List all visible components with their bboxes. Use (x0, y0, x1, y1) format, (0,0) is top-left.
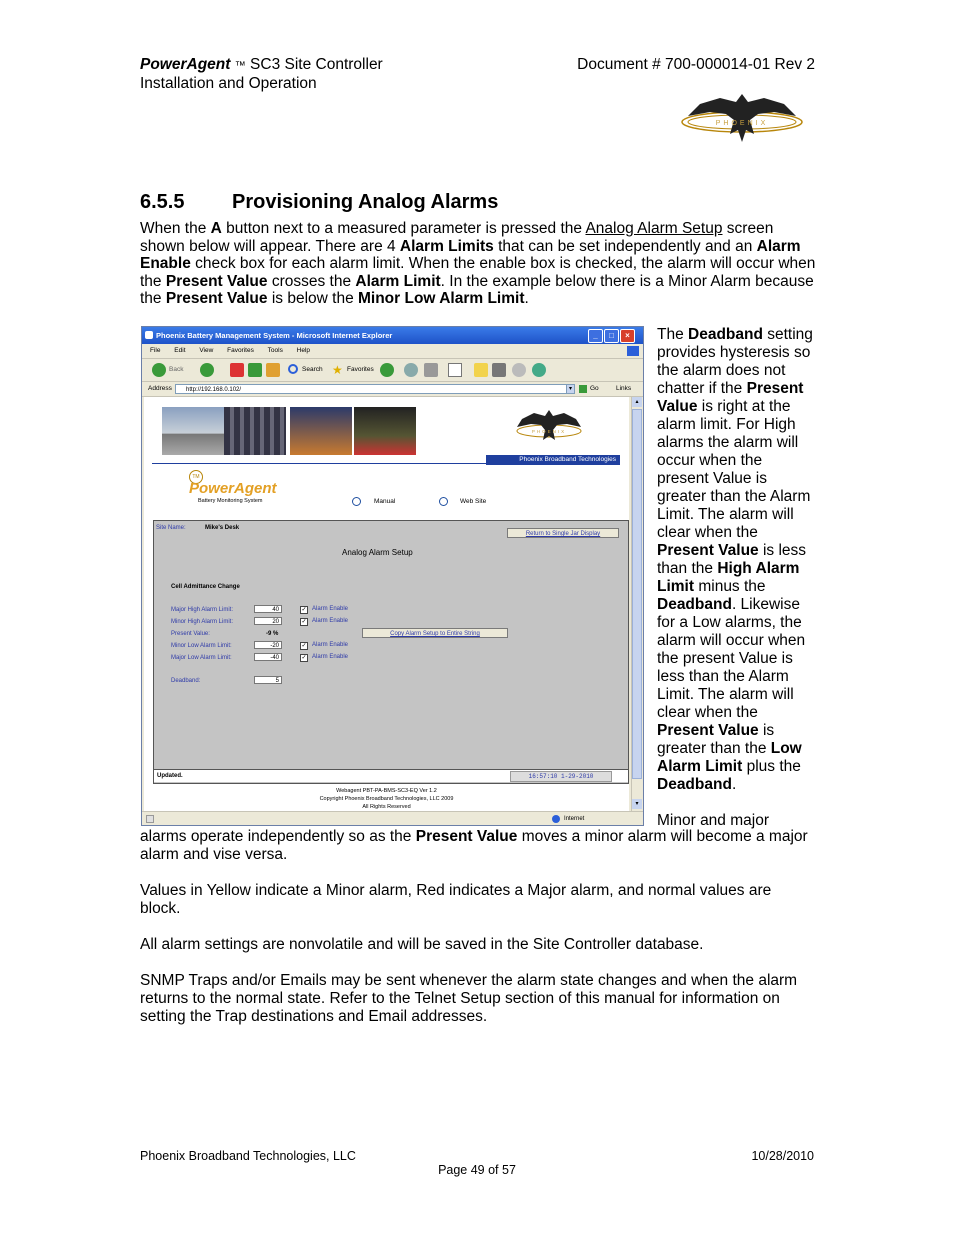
browser-statusbar (142, 811, 643, 826)
browser-page (144, 397, 629, 811)
globe-icon (552, 815, 560, 823)
timestamp: 16:57:10 1-29-2010 (510, 771, 612, 782)
product-rest: SC3 Site Controller (245, 56, 383, 73)
scroll-up-icon[interactable]: ▴ (632, 397, 642, 407)
document-number: Document # 700-000014-01 Rev 2 (577, 56, 815, 73)
tm-badge: TM (189, 470, 203, 484)
site-name-label: Site Name: (156, 525, 186, 531)
section-number: 6.5.5 (140, 191, 185, 213)
deadband-explanation: The Deadband setting provides hysteresis so the alarm does not chatter if the Present Value is right at the alarm limit. For High alarms the alarm will occur when the present Value is greater than the Alarm Limit. The alarm will clear when the Present Value is less than the High Alarm Limit minus the Deadband. Likewise for a Low alarms, the alarm will occur when the present Value is less than the Alarm Limit. The alarm will clear when the Present Value is greater than the Low Alarm Limit plus the Deadband. Minor and major (657, 326, 813, 829)
links-label[interactable]: Links (616, 385, 632, 392)
stop-icon[interactable] (230, 363, 244, 377)
brand-bar: Phoenix Broadband Technologies (486, 455, 620, 465)
section-heading (140, 190, 498, 214)
page-status-icon (146, 815, 154, 823)
phoenix-logo (680, 90, 804, 144)
minor-low-limit-label: Minor Low Alarm Limit: (171, 643, 232, 649)
major-high-limit-input[interactable]: 40 (254, 605, 282, 613)
edit-icon[interactable] (448, 363, 462, 377)
zone-label: Internet (564, 816, 585, 822)
maximize-icon[interactable]: □ (604, 329, 619, 343)
present-value: -9 % (266, 631, 279, 637)
minor-low-enable-checkbox[interactable]: ✓ (301, 643, 307, 649)
mail-icon[interactable] (404, 363, 418, 377)
status-strip (154, 769, 628, 782)
go-arrow-icon[interactable] (579, 385, 587, 393)
search-icon[interactable] (288, 364, 298, 374)
windows-flag-icon (627, 346, 639, 356)
menu-tools[interactable]: Tools (267, 347, 283, 354)
trademark: ™ (234, 60, 246, 72)
major-high-limit-label: Major High Alarm Limit: (171, 607, 234, 613)
present-value-label: Present Value: (171, 631, 210, 637)
major-low-limit-input[interactable]: -40 (254, 653, 282, 661)
copyright-line: Copyright Phoenix Broadband Technologies, LLC 2009 (319, 796, 454, 802)
menu-edit[interactable]: Edit (174, 347, 186, 354)
close-icon[interactable]: × (620, 329, 635, 343)
phoenix-banner-logo (514, 407, 584, 447)
footer-company: Phoenix Broadband Technologies, LLC (140, 1149, 356, 1163)
home-icon[interactable] (266, 363, 280, 377)
nonvolatile-paragraph: All alarm settings are nonvolatile and will be saved in the Site Controller database. (140, 936, 704, 953)
refresh-icon[interactable] (248, 363, 262, 377)
back-label[interactable]: Back (169, 366, 184, 373)
print-icon[interactable] (424, 363, 438, 377)
vertical-scrollbar[interactable] (631, 397, 643, 811)
svg-text:PHOENIX: PHOENIX (531, 429, 567, 434)
favorites-star-icon[interactable]: ★ (332, 363, 343, 377)
major-low-limit-label: Major Low Alarm Limit: (171, 655, 232, 661)
section-title: Provisioning Analog Alarms (232, 191, 499, 213)
window-titlebar (142, 327, 643, 344)
minor-low-limit-input[interactable]: -20 (254, 641, 282, 649)
major-high-enable-label: Alarm Enable (312, 606, 349, 612)
analog-alarm-setup-screenshot (141, 326, 644, 826)
page-footer (144, 787, 629, 811)
window-title: Phoenix Battery Management System - Microsoft Internet Explorer (156, 331, 393, 340)
menu-bar (142, 344, 643, 359)
address-bar (142, 382, 643, 397)
deadband-input[interactable]: 5 (254, 676, 282, 684)
footer-page-number: Page 49 of 57 (438, 1163, 516, 1177)
discuss-icon[interactable] (492, 363, 506, 377)
header-subtitle: Installation and Operation (140, 75, 317, 92)
minimize-icon[interactable]: _ (588, 329, 603, 343)
logo-text: PHOENIX (715, 120, 769, 127)
return-to-single-jar-button[interactable]: Return to Single Jar Display (507, 528, 619, 538)
banner-photo-towers (162, 407, 224, 455)
menu-file[interactable]: File (150, 347, 161, 354)
menu-view[interactable]: View (199, 347, 214, 354)
panel-title: Analog Alarm Setup (342, 548, 413, 557)
browser-toolbar (142, 359, 643, 382)
site-name-value: Mike's Desk (205, 525, 240, 531)
minor-high-enable-label: Alarm Enable (312, 618, 349, 624)
back-icon[interactable] (152, 363, 166, 377)
scroll-down-icon[interactable]: ▾ (632, 799, 642, 809)
manual-label[interactable]: Manual (374, 498, 396, 505)
search-label[interactable]: Search (302, 366, 323, 373)
minor-high-limit-label: Minor High Alarm Limit: (171, 619, 234, 625)
ie-icon (145, 331, 153, 339)
product-name: PowerAgent (140, 56, 231, 73)
media-icon[interactable] (380, 363, 394, 377)
snmp-paragraph: SNMP Traps and/or Emails may be sent whenever the alarm state changes and when the alarm returns to the normal state. Refer to the Telnet Setup section of this manual for information on setting the Trap destinations and Email addresses. (140, 972, 798, 1025)
minor-low-enable-label: Alarm Enable (312, 642, 349, 648)
major-high-enable-checkbox[interactable]: ✓ (301, 607, 307, 613)
rights-line: All Rights Reserved (362, 804, 411, 810)
address-label: Address (148, 385, 172, 392)
banner-photo-batteries (224, 407, 286, 455)
major-low-enable-checkbox[interactable]: ✓ (301, 655, 307, 661)
scroll-thumb[interactable] (632, 409, 642, 779)
banner-photo-control-room (354, 407, 416, 455)
banner-photo-lineman (290, 407, 352, 455)
color-legend-paragraph: Values in Yellow indicate a Minor alarm, Red indicates a Major alarm, and normal values are block. (140, 882, 772, 917)
major-low-enable-label: Alarm Enable (312, 654, 349, 660)
parameter-name: Cell Admittance Change (171, 584, 240, 590)
website-label[interactable]: Web Site (460, 498, 487, 505)
alarm-setup-panel (153, 520, 629, 784)
footer-date: 10/28/2010 (751, 1149, 814, 1163)
document-header-left (140, 56, 383, 93)
menu-help[interactable]: Help (296, 347, 311, 354)
brand-divider (152, 463, 620, 464)
poweragent-logo: PowerAgent (189, 480, 277, 497)
minor-high-limit-input[interactable]: 20 (254, 617, 282, 625)
poweragent-subtitle: Battery Monitoring System (198, 498, 263, 504)
intro-paragraph: When the A button next to a measured parameter is pressed the Analog Alarm Setup screen shown below will appear. There are 4 Alarm Limits that can be set independently and an Alarm Enable check box for each alarm limit. When the enable box is checked, the alarm will occur when the Present Value crosses the Alarm Limit. In the example below there is a Minor Alarm because the Present Value is below the Minor Low Alarm Limit. (140, 220, 816, 308)
favorites-label[interactable]: Favorites (347, 366, 374, 373)
menu-favorites[interactable]: Favorites (227, 347, 254, 354)
updated-label: Updated. (157, 773, 183, 779)
messenger-icon[interactable] (512, 363, 526, 377)
chevron-down-icon[interactable]: ▾ (566, 384, 575, 394)
go-button[interactable]: Go (590, 385, 599, 392)
forward-icon[interactable] (200, 363, 214, 377)
minor-high-enable-checkbox[interactable]: ✓ (301, 619, 307, 625)
website-radio[interactable] (439, 497, 448, 506)
folder-icon[interactable] (474, 363, 488, 377)
minor-major-paragraph: alarms operate independently so as the Present Value moves a minor alarm will become a major alarm and vise versa. (140, 828, 808, 863)
research-icon[interactable] (532, 363, 546, 377)
copy-alarm-setup-button[interactable]: Copy Alarm Setup to Entire String (362, 628, 508, 638)
version-line: Webagent PBT-PA-BMS-SC3-EQ Ver 1.2 (336, 788, 437, 794)
manual-radio[interactable] (352, 497, 361, 506)
address-input[interactable]: http://192.168.0.102/ (175, 384, 575, 394)
deadband-label: Deadband: (171, 678, 201, 684)
